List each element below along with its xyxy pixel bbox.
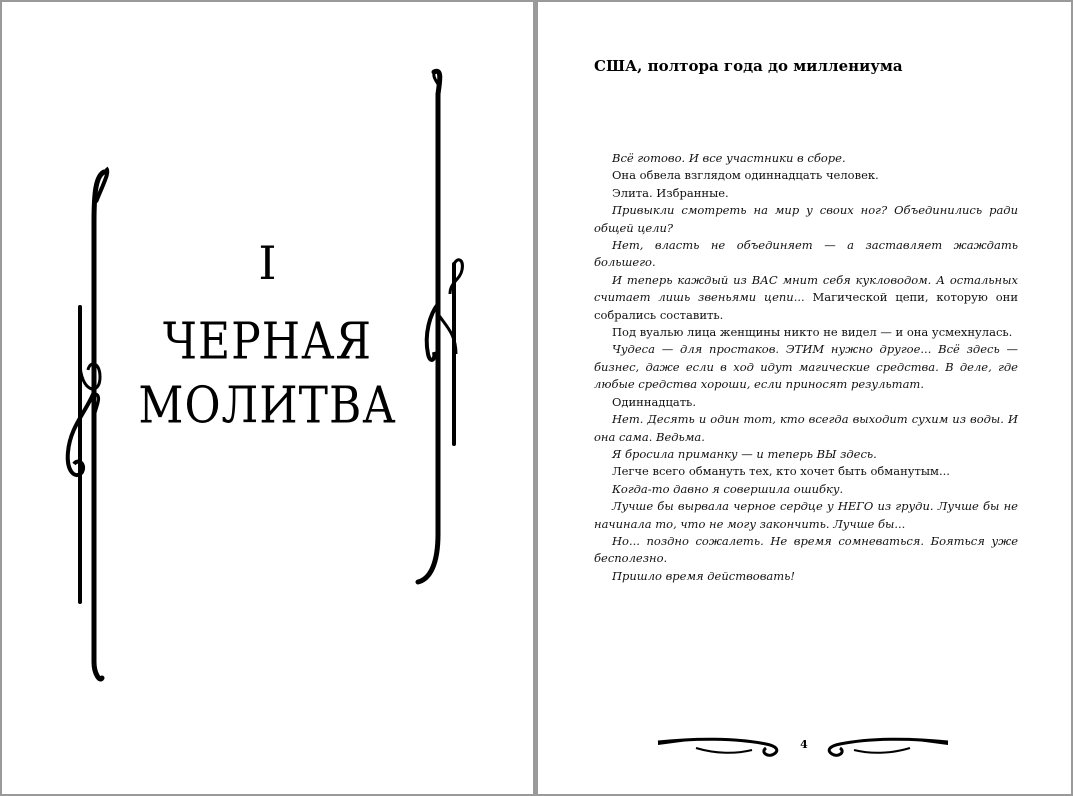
paragraph-text: Когда-то давно я совершила ошибку. xyxy=(612,481,844,496)
paragraph xyxy=(594,150,1018,167)
paragraph-text: Под вуалью лица женщины никто не видел — и она усмехнулась. xyxy=(612,325,1013,340)
paragraph xyxy=(594,324,1018,341)
paragraph-text: Чудеса — для простаков. ЭТИМ нужно другое... Всё здесь — бизнес, даже если в ход идут магические средства. В деле, где любые средства хороши, если приносят результат. xyxy=(594,342,1018,392)
part-number: I xyxy=(258,236,277,290)
part-title-line-2: МОЛИТВА xyxy=(138,376,397,436)
paragraph xyxy=(594,411,1018,446)
paragraph xyxy=(594,481,1018,498)
paragraph-text: Пришло время действовать! xyxy=(612,568,796,583)
body-text xyxy=(594,150,1018,585)
part-title xyxy=(122,310,413,439)
right-page xyxy=(538,2,1071,794)
paragraph-text: Лучше бы вырвала черное сердце у НЕГО из груди. Лучше бы не начинала то, что не могу закончить. Лучше бы... xyxy=(594,499,1018,531)
paragraph-text: Одиннадцать. xyxy=(612,394,696,409)
paragraph xyxy=(594,498,1018,533)
flourish-left-icon xyxy=(656,732,782,758)
part-title-line-1: ЧЕРНАЯ xyxy=(163,312,372,371)
paragraph xyxy=(594,341,1018,393)
paragraph-text: Всё готово. И все участники в сборе. xyxy=(612,151,846,165)
paragraph-text: И теперь каждый из ВАС мнит себя кукловодом. А остальных считает лишь звеньями цепи... xyxy=(594,272,1018,305)
paragraph-text: Нет. Десять и один тот, кто всегда выходит сухим из воды. И она сама. Ведьма. xyxy=(594,412,1018,444)
paragraph-text: Она обвела взглядом одиннадцать человек. xyxy=(612,168,879,183)
page-number: 4 xyxy=(800,738,808,751)
paragraph xyxy=(594,185,1018,202)
left-page xyxy=(2,2,533,794)
paragraph-text: Нет, власть не объединяет — а заставляет жаждать большего. xyxy=(594,238,1018,270)
paragraph xyxy=(594,202,1018,237)
flourish-right-icon xyxy=(824,732,950,758)
paragraph xyxy=(594,272,1018,324)
chapter-heading: США, полтора года до миллениума xyxy=(594,57,903,75)
paragraph xyxy=(594,463,1018,480)
paragraph-text: Привыкли смотреть на мир у своих ног? Объединились ради общей цели? xyxy=(594,203,1018,235)
paragraph xyxy=(594,167,1018,184)
paragraph-text-tail: Магической цепи, которую они собрались составить. xyxy=(594,290,1018,322)
paragraph xyxy=(594,533,1018,568)
paragraph xyxy=(594,394,1018,411)
paragraph-text: Элита. Избранные. xyxy=(612,185,729,200)
vine-ornament-right xyxy=(410,64,470,594)
paragraph xyxy=(594,237,1018,272)
paragraph xyxy=(594,446,1018,463)
paragraph-text: Легче всего обмануть тех, кто хочет быть обманутым... xyxy=(612,464,950,479)
paragraph-text: Я бросила приманку — и теперь ВЫ здесь. xyxy=(612,446,877,461)
paragraph xyxy=(594,568,1018,585)
page-footer xyxy=(538,730,1071,760)
paragraph-text: Но... поздно сожалеть. Не время сомневаться. Бояться уже бесполезно. xyxy=(594,533,1018,566)
